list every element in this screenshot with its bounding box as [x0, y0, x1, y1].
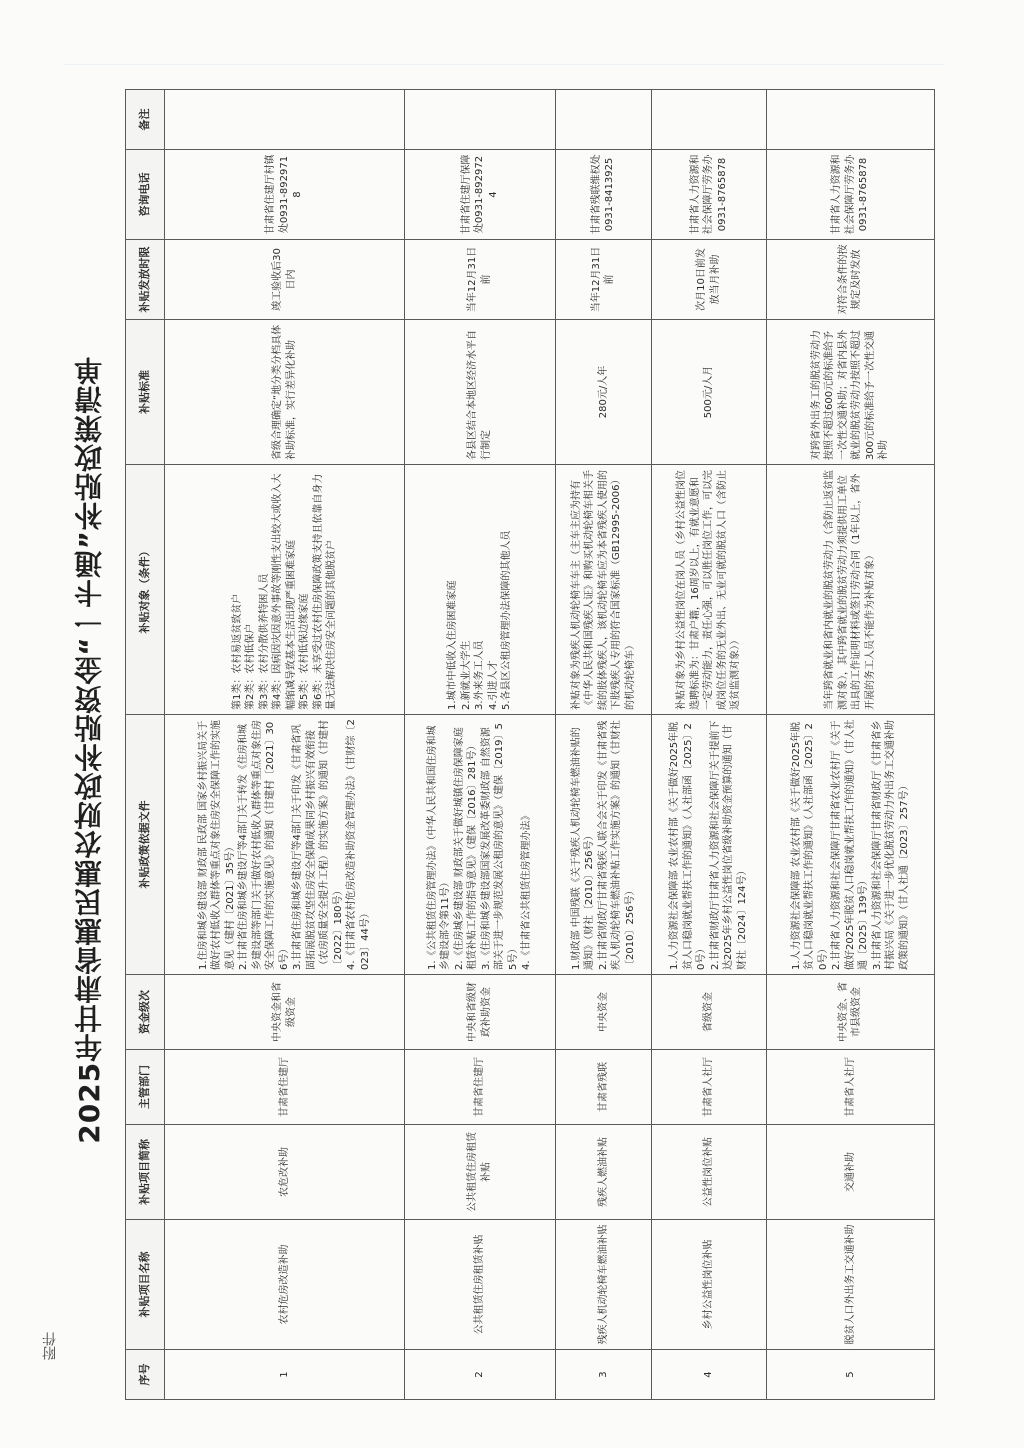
header-cell: 序号: [126, 1350, 165, 1400]
payment-deadline: 当年12月31日前: [405, 240, 555, 320]
subsidy-short-name: 公共租赁住房租赁补贴: [405, 1125, 555, 1220]
header-cell: 备注: [126, 90, 165, 150]
subsidy-standard: 500元/人月: [652, 320, 766, 465]
fund-level: 中央资金、省市县级资金: [766, 975, 934, 1050]
subsidy-standard: 各县区结合本地区经济水平自行制定: [405, 320, 555, 465]
department: 甘肃省残联: [555, 1050, 651, 1125]
attachment-label: 附件: [42, 1332, 58, 1360]
policy-basis: 1.人力资源社会保障部 农业农村部《关于做好2025年脱贫人口稳岗就业帮扶工作的通知》（人社部函〔2025〕20号） 2.甘肃省财政厅甘肃省人力资源和社会保障厅关于提前下达2025年乡村公益性岗位省级补助资金预算的通知（甘财社〔2024〕124号）: [652, 715, 766, 975]
policy-basis: 1.财政部 中国残联《关于残疾人机动轮椅车燃油补贴的通知》（财社〔2010〕256号） 2.甘肃省财政厅甘肃省残疾人联合会关于印发《甘肃省残疾人机动轮椅车燃油补贴工作实施方案》的通知（甘财社〔2010〕256号）: [555, 715, 651, 975]
payment-deadline: 次月10日前发放当月补助: [652, 240, 766, 320]
fund-level: 中央资金和省级资金: [165, 975, 405, 1050]
table-row: [555, 90, 651, 1400]
subsidy-target: 补贴对象为残疾人机动轮椅车车主（主车主应为持有《中华人民共和国残疾人证》和购买机动轮椅车相关手续的肢体残疾人，该机动轮椅车应为本省残疾人使用的下肢残疾人专用的符合国家标准（GB12995-2006）的机动轮椅车）: [555, 465, 651, 715]
header-cell: 补贴项目简称: [126, 1125, 165, 1220]
subsidy-name: 公共租赁住房租赁补贴: [405, 1220, 555, 1350]
row-number: 4: [652, 1350, 766, 1400]
policy-basis: 1.住房和城乡建设部 财政部 民政部 国家乡村振兴局关于做好农村低收入群体等重点对象住房安全保障工作的实施意见（建村〔2021〕35号） 2.甘肃省住房和城乡建设厅等4部门关于转发《住房和城乡建设部等部门关于做好农村低收入群体等重点对象住房安全保障工作的实施意见》的通知（甘建村〔2021〕306号） 3.甘肃省住房和城乡建设厅等4部门关于印发《甘肃省巩固拓展脱贫攻坚住房安全保障成果同乡村振兴有效衔接（农房质量安全提升工程）的实施方案》的通知（甘建村〔2022〕180号） 4.《甘肃省农村危房改造补助资金管理办法》（甘财综〔2023〕44号）: [165, 715, 405, 975]
contact-phone: 甘肃省人力资源和社会保障厅劳务办0931-8765878: [652, 150, 766, 240]
fund-level: 省级资金: [652, 975, 766, 1050]
policy-basis: 1.《公共租赁住房管理办法》（中华人民共和国住房和城乡建设部令第11号） 2.《住房城乡建设部 财政部关于做好城镇住房保障家庭租赁补贴工作的指导意见》（建保〔2016〕281号） 3.《住房和城乡建设部国家发展改革委财政部 自然资源部关于进一步规范发展公租房的意见》（建保〔2019〕55号） 4.《甘肃省公共租赁住房管理办法》: [405, 715, 555, 975]
header-cell: 主管部门: [126, 1050, 165, 1125]
subsidy-short-name: 公益性岗位补贴: [652, 1125, 766, 1220]
page-title: 2025年甘肃省惠民惠农财政补贴资金“一卡通”补贴政策清单: [73, 356, 106, 1144]
department: 甘肃省人社厅: [766, 1050, 934, 1125]
policy-basis: 1.人力资源社会保障部 农业农村部《关于做好2025年脱贫人口稳岗就业帮扶工作的通知》（人社部函〔2025〕20号） 2.甘肃省人力资源和社会保障厅甘肃省农业农村厅《关于做好2025年脱贫人口稳岗就业帮扶工作的通知》（甘人社通〔2025〕139号） 3.甘肃省人力资源和社会保障厅甘肃省财政厅《甘肃省乡村振兴局《关于进一步优化脱贫劳动力外出务工交通补助政策的通知》（甘人社通〔2023〕257号）: [766, 715, 934, 975]
subsidy-standard: 对跨省外出务工的脱贫劳动力按照不超过600元的标准给予一次性交通补助；对省内县外就业的脱贫劳动力按照不超过300元的标准给予一次性交通补助: [766, 320, 934, 465]
subsidy-name: 农村危房改造补助: [165, 1220, 405, 1350]
contact-phone: 甘肃省人力资源和社会保障厅劳务办0931-8765878: [766, 150, 934, 240]
contact-phone: 甘肃省住建厅村镇处0931-8929718: [165, 150, 405, 240]
row-number: 5: [766, 1350, 934, 1400]
table-header-row: [126, 90, 165, 1400]
subsidy-short-name: 交通补助: [766, 1125, 934, 1220]
scan-edge-line: [64, 64, 944, 65]
header-cell: 资金级次: [126, 975, 165, 1050]
row-number: 1: [165, 1350, 405, 1400]
fund-level: 中央资金: [555, 975, 651, 1050]
subsidy-short-name: 农危改补助: [165, 1125, 405, 1220]
department: 甘肃省住建厅: [165, 1050, 405, 1125]
payment-deadline: 对符合条件的按规定及时发放: [766, 240, 934, 320]
subsidy-standard: 省级合理确定“地分类分档具体补助标准，实行差异化补助: [165, 320, 405, 465]
subsidy-target: 补贴对象为乡村公益性岗位在岗人员（乡村公益性岗位选聘标准为：甘肃户籍，16周岁以上，有就业意愿和一定劳动能力，责任心强，可以胜任岗位工作，可以完成岗位任务的无业外出、无业可就的脱贫人口（含防止返贫监测对象））: [652, 465, 766, 715]
header-cell: 补贴发放时限: [126, 240, 165, 320]
subsidy-short-name: 残疾人燃油补贴: [555, 1125, 651, 1220]
subsidy-policy-table: [125, 89, 935, 1400]
header-cell: 补贴标准: [126, 320, 165, 465]
department: 甘肃省住建厅: [405, 1050, 555, 1125]
table-row: [652, 90, 766, 1400]
header-cell: 补贴对象（条件）: [126, 465, 165, 715]
row-number: 2: [405, 1350, 555, 1400]
remark: [165, 90, 405, 150]
table-frame: [125, 90, 935, 1400]
header-cell: 补贴政策依据文件: [126, 715, 165, 975]
fund-level: 中央和省级财政补助资金: [405, 975, 555, 1050]
page-title-wrap: [60, 100, 120, 1400]
subsidy-name: 乡村公益性岗位补贴: [652, 1220, 766, 1350]
header-cell: 咨询电话: [126, 150, 165, 240]
table-row: [165, 90, 405, 1400]
contact-phone: 甘肃省住建厅保障处0931-8929724: [405, 150, 555, 240]
row-number: 3: [555, 1350, 651, 1400]
department: 甘肃省人社厅: [652, 1050, 766, 1125]
subsidy-standard: 280元/人年: [555, 320, 651, 465]
rotated-table-container: [125, 90, 935, 1400]
header-cell: 补贴项目名称: [126, 1220, 165, 1350]
remark: [766, 90, 934, 150]
subsidy-name: 残疾人机动轮椅车燃油补贴: [555, 1220, 651, 1350]
subsidy-name: 脱贫人口外出务工交通补助: [766, 1220, 934, 1350]
subsidy-target: 1.城市中低收入住房困难家庭 2.新就业大学生 3.外来务工人员 4.引进人才 5.各县区公租房管理办法保障的其他人员: [405, 465, 555, 715]
subsidy-target: 当年跨省就业和省内就业的脱贫劳动力（含防止返贫监测对象），其中跨省就业的脱贫劳动力须提供用工单位出具的工作证明材料或签订劳动合同（1年以上，省外开展的务工人员不能作为补贴对象）: [766, 465, 934, 715]
payment-deadline: 竣工验收后30日内: [165, 240, 405, 320]
remark: [555, 90, 651, 150]
table-row: [766, 90, 934, 1400]
payment-deadline: 当年12月31日前: [555, 240, 651, 320]
remark: [652, 90, 766, 150]
remark: [405, 90, 555, 150]
subsidy-target: 第1类：农村易返贫致贫户 第2类：农村低保户 第3类：农村分散供养特困人员 第4类：因病因灾因意外事故等刚性支出较大或收入大幅缩减导致基本生活出现严重困难家庭 第5类：农村低保边缘家庭 第6类：未享受过农村住房保障政策支持且依靠自身力量无法解决住房安全问题的其他脱贫户: [165, 465, 405, 715]
contact-phone: 甘肃省残联维权处0931-8413925: [555, 150, 651, 240]
table-row: [405, 90, 555, 1400]
